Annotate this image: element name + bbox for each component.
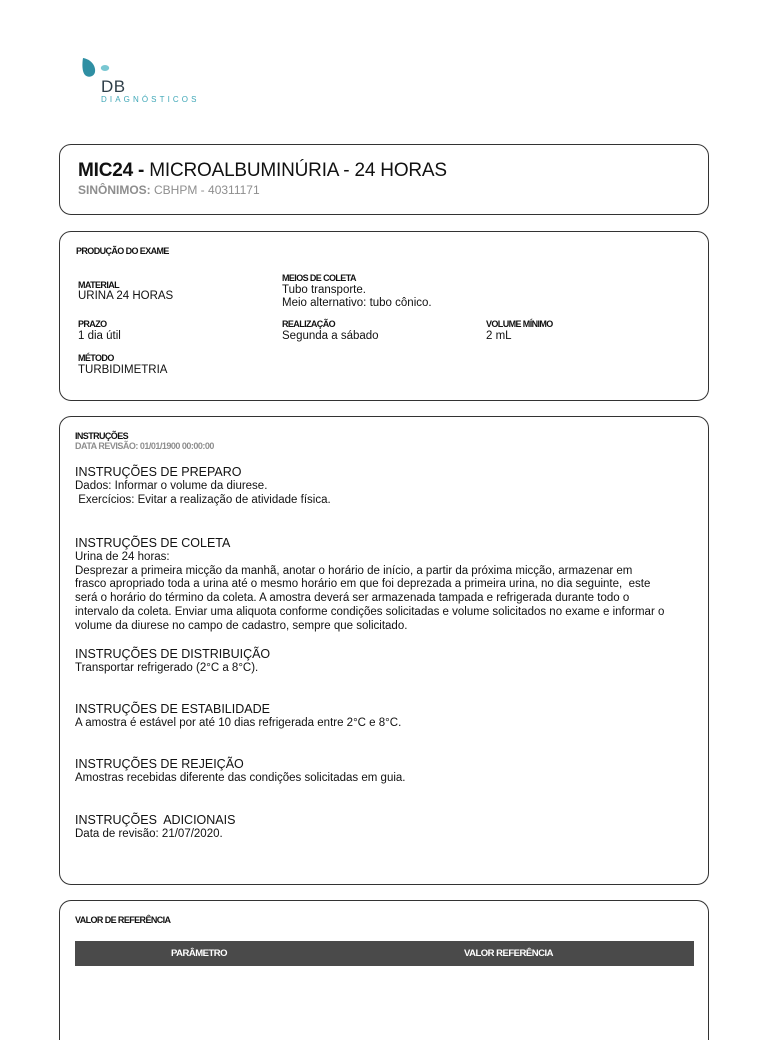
volume-value: 2 mL [486,330,512,342]
prazo-value: 1 dia útil [78,330,121,342]
revision-date: DATA REVISÃO: 01/01/1900 00:00:00 [75,441,214,451]
realizacao-label: REALIZAÇÃO [282,319,335,329]
section-title: INSTRUÇÕES DE ESTABILIDADE [75,702,270,716]
page-title [78,160,447,182]
section-title: INSTRUÇÕES ADICIONAIS [75,813,236,827]
section-line: frasco apropriado toda a urina até o mesmo horário em que foi deprezada a primeira urina, no dia seguinte, este [75,578,651,591]
logo-wordmark: DB [101,77,126,96]
reference-heading: VALOR DE REFERÊNCIA [75,915,171,925]
prazo-label: PRAZO [78,319,107,329]
metodo-label: MÉTODO [78,353,114,363]
synonyms-value: CBHPM - 40311171 [154,183,260,197]
section-line: Transportar refrigerado (2°C a 8°C). [75,662,259,674]
section-line: Dados: Informar o volume da diurese. [75,480,268,492]
synonyms-label: SINÔNIMOS: [78,183,151,197]
preparo-section [75,465,331,507]
logo [80,56,200,104]
section-line: Desprezar a primeira micção da manhã, anotar o horário de início, a partir da próxima micção, armazenar em [75,564,633,577]
material-label: MATERIAL [78,280,120,290]
logo-subtitle: DIAGNÓSTICOS [101,95,200,104]
distribuicao-section [75,647,270,676]
estabilidade-section [75,702,401,731]
coleta-section [75,536,664,633]
section-title: INSTRUÇÕES DE COLETA [75,536,231,550]
section-line: Urina de 24 horas: [75,551,170,563]
volume-label: VOLUME MÍNIMO [486,319,553,329]
exam-header-box [59,144,709,215]
synonyms-line [78,183,260,197]
section-line: Exercícios: Evitar a realização de atividade física. [75,493,331,506]
instructions-box [59,416,709,885]
column-header-parameter: PARÂMETRO [171,948,228,959]
meios-line-1: Tubo transporte. [282,284,366,296]
section-line: Amostras recebidas diferente das condições solicitadas em guia. [75,772,406,784]
metodo-value: TURBIDIMETRIA [78,364,168,376]
instructions-heading: INSTRUÇÕES [75,431,129,441]
reference-table-header [75,941,694,966]
rejeicao-section [75,757,405,786]
column-header-reference-value: VALOR REFERÊNCIA [464,948,553,959]
meios-label: MEIOS DE COLETA [282,273,356,283]
exam-code: MIC24 - [78,160,145,181]
section-line: A amostra é estável por até 10 dias refrigerada entre 2°C e 8°C. [75,717,402,729]
section-line: volume da diurese no campo de cadastro, sempre que solicitado. [75,619,408,632]
section-title: INSTRUÇÕES DE REJEIÇÃO [75,757,244,771]
section-title: INSTRUÇÕES DE PREPARO [75,465,242,479]
meios-line-2: Meio alternativo: tubo cônico. [282,297,432,309]
section-line: intervalo da coleta. Enviar uma aliquota conforme condições solicitadas e volume solicitados no exame e informar o [75,605,665,618]
section-line: Data de revisão: 21/07/2020. [75,828,223,840]
exam-title: MICROALBUMINÚRIA - 24 HORAS [149,160,447,181]
section-title: INSTRUÇÕES DE DISTRIBUIÇÃO [75,647,271,661]
production-heading: PRODUÇÃO DO EXAME [76,246,169,256]
adicionais-section [75,813,235,842]
section-line: será o horário do término da coleta. A amostra deverá ser armazenada tampada e refrigerada durante todo o [75,592,630,605]
reference-box [59,900,709,1040]
production-box [59,231,709,401]
realizacao-value: Segunda a sábado [282,330,379,342]
material-value: URINA 24 HORAS [78,290,174,302]
